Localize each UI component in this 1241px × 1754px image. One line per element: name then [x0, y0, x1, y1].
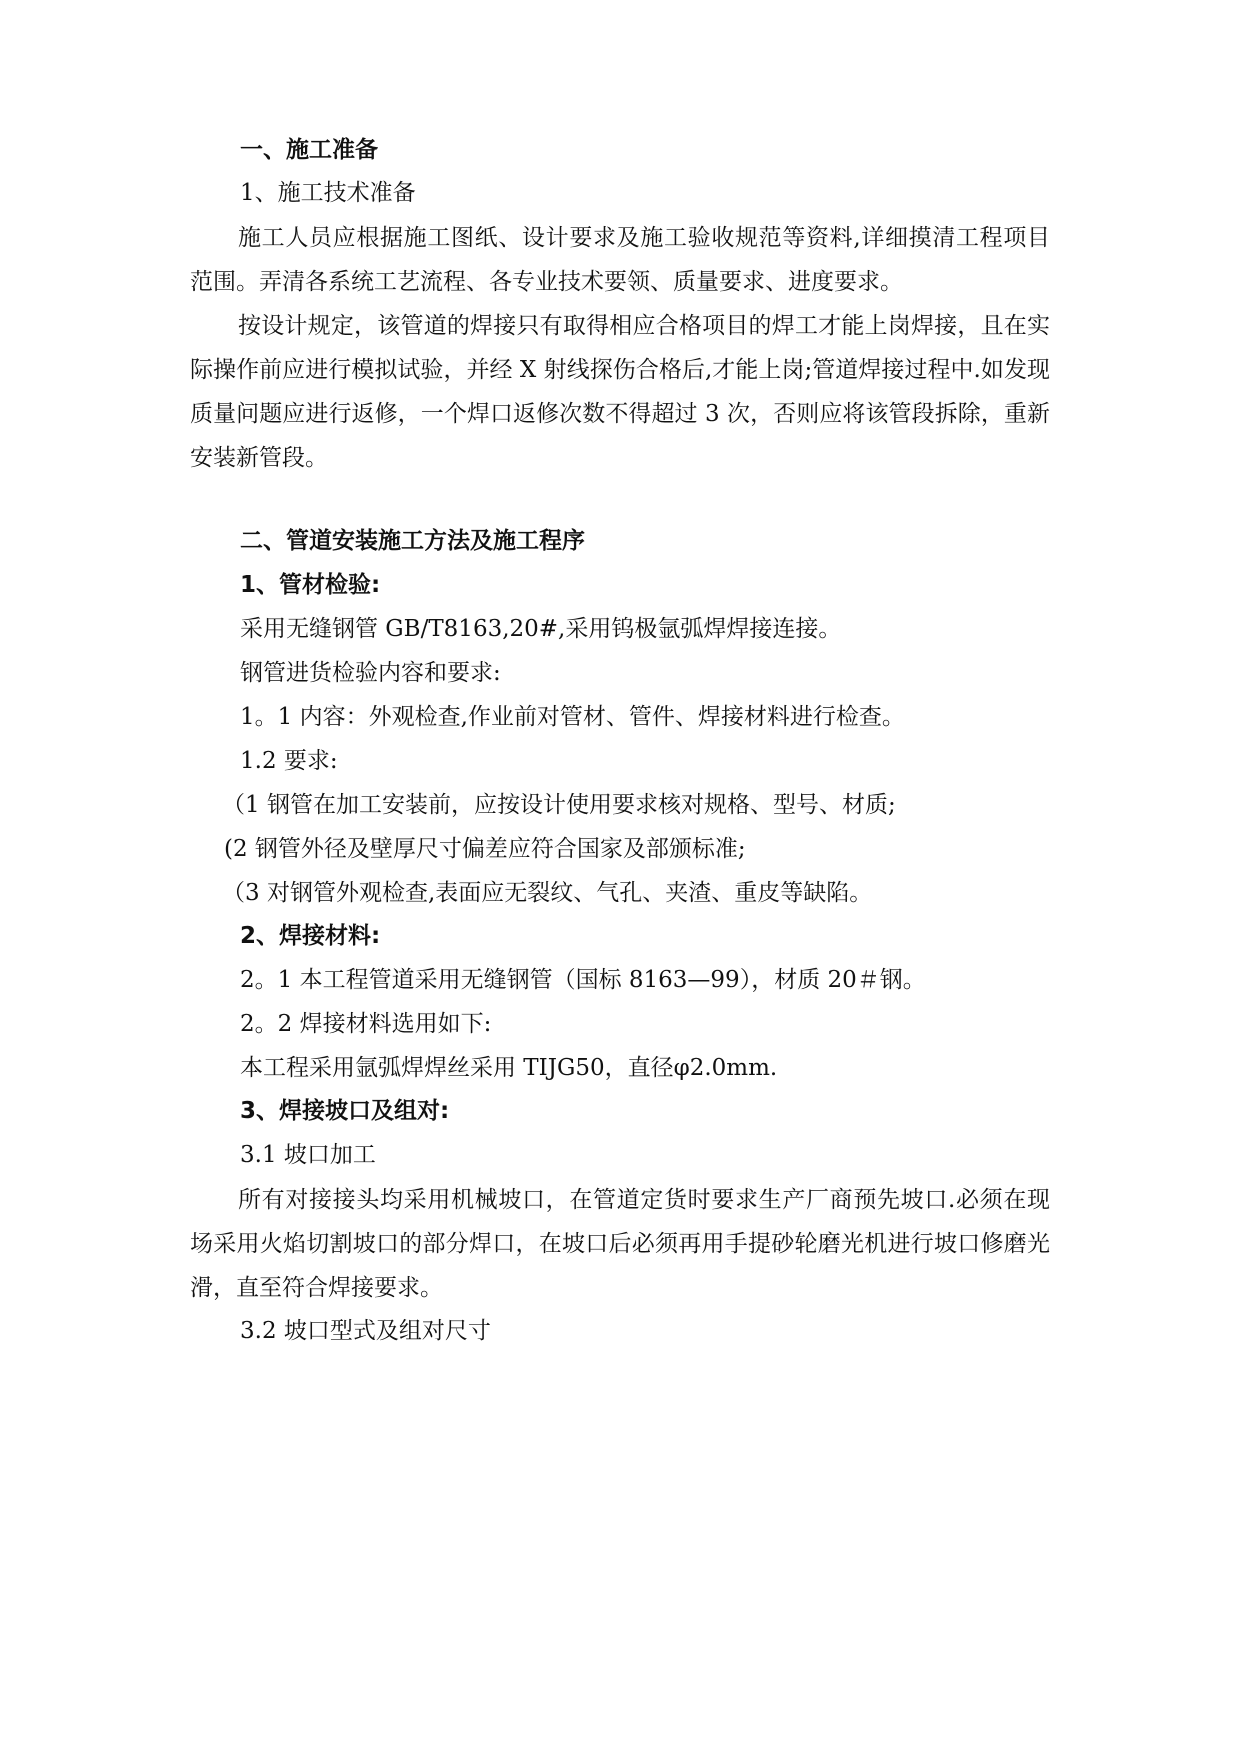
text-line: 3.1 坡口加工: [240, 1142, 376, 1168]
text-line: （3 对钢管外观检查,表面应无裂纹、气孔、夹渣、重皮等缺陷。: [222, 880, 873, 906]
subheading-tech-prep: 1、施工技术准备: [240, 180, 416, 206]
text-line: 本工程采用氩弧焊焊丝采用 TIJG50，直径φ2.0mm.: [240, 1055, 778, 1081]
text-line: 采用无缝钢管 GB/T8163,20#,采用钨极氩弧焊焊接连接。: [240, 616, 842, 642]
text-line: 3.2 坡口型式及组对尺寸: [240, 1318, 491, 1344]
text-line: 1.2 要求:: [240, 748, 338, 774]
paragraph-tech-prep: 施工人员应根据施工图纸、设计要求及施工验收规范等资料,详细摸清工程项目范围。弄清各系统工艺流程、各专业技术要领、质量要求、进度要求。: [190, 225, 1050, 295]
paragraph-welding-qualification: 按设计规定，该管道的焊接只有取得相应合格项目的焊工才能上岗焊接，且在实际操作前应进行模拟试验，并经 X 射线探伤合格后,才能上岗;管道焊接过程中.如发现质量问题应进行返修，一个焊口返修次数不得超过 3 次，否则应将该管段拆除，重新安装新管段。: [190, 313, 1050, 471]
subheading-welding-materials: 2、焊接材料:: [240, 923, 381, 949]
section-heading-construction-prep: 一、施工准备: [240, 137, 378, 163]
text-line: 2。2 焊接材料选用如下:: [240, 1011, 492, 1037]
subheading-pipe-inspection: 1、管材检验:: [240, 572, 381, 598]
text-line: 1。1 内容：外观检查,作业前对管材、管件、焊接材料进行检查。: [240, 704, 905, 730]
text-line: （1 钢管在加工安装前，应按设计使用要求核对规格、型号、材质;: [222, 792, 896, 818]
text-line: 2。1 本工程管道采用无缝钢管（国标 8163—99），材质 20＃钢。: [240, 967, 926, 993]
text-line: 钢管进货检验内容和要求:: [240, 660, 501, 686]
text-line: (2 钢管外径及壁厚尺寸偏差应符合国家及部颁标准;: [224, 836, 746, 862]
subheading-bevel-assembly: 3、焊接坡口及组对:: [240, 1098, 450, 1124]
section-heading-installation-method: 二、管道安装施工方法及施工程序: [240, 528, 585, 554]
paragraph-bevel-processing: 所有对接接头均采用机械坡口，在管道定货时要求生产厂商预先坡口.必须在现场采用火焰切割坡口的部分焊口，在坡口后必须再用手提砂轮磨光机进行坡口修磨光滑，直至符合焊接要求。: [190, 1187, 1050, 1301]
